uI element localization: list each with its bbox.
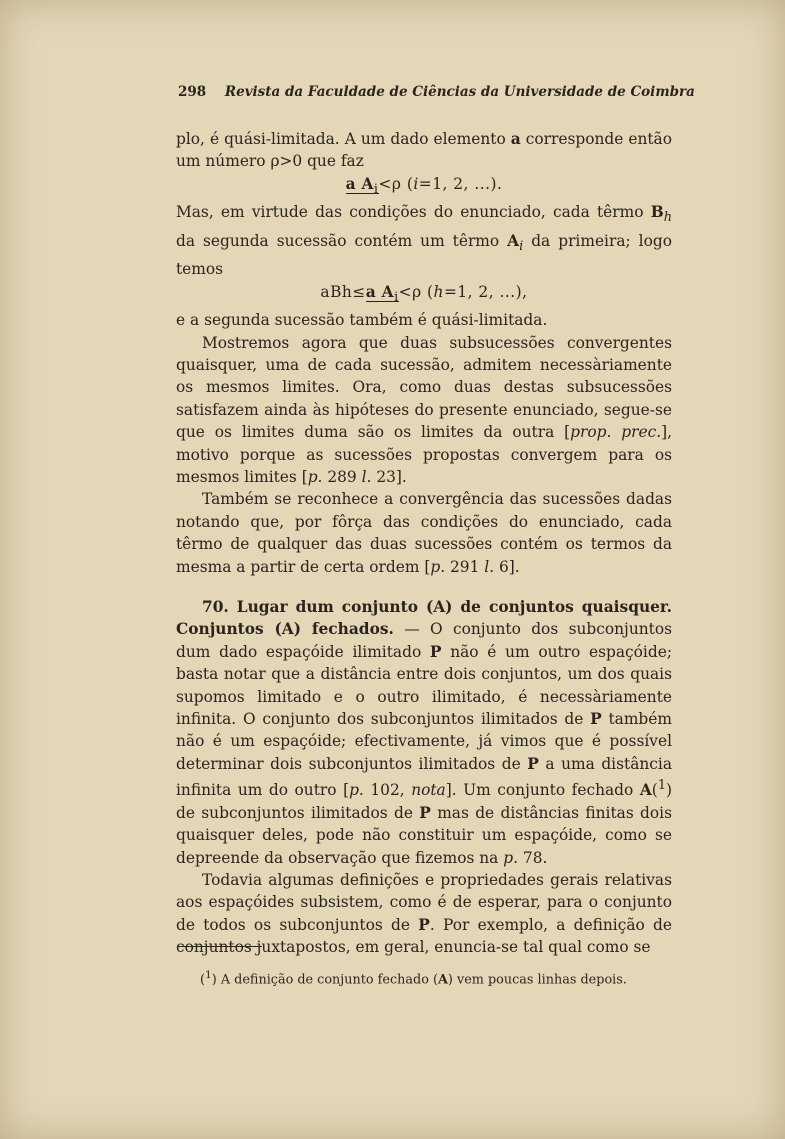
page-body xyxy=(176,128,672,959)
footnote-rule xyxy=(178,946,262,947)
journal-title: Revista da Faculdade de Ciências da Universidade de Coimbra xyxy=(224,84,695,100)
paragraph: Todavia algumas definições e propriedades gerais relativas aos espaçóides subsistem, como é de esperar, para o conjunto de todos os subconjuntos de P. Por exemplo, a definição de conjuntos juxtapostos, em geral, enuncia-se tal qual como se xyxy=(176,871,673,957)
paragraph: e a segunda sucessão também é quási-limitada. xyxy=(176,311,548,330)
paragraph: Mostremos agora que duas subsucessões convergentes quaisquer, uma de cada sucessão, admitem necessàriamente os mesmos limites. Ora, como duas destas subsucessões satisfazem ainda às hipóteses do presente enunciado, segue-se que os limites duma são os limites da outra [prop. prec.], motivo porque as sucessões propostas convergem para os mesmos limites [p. 289 l. 23]. xyxy=(176,333,672,486)
section-gap xyxy=(176,578,672,596)
section-paragraph: 70. Lugar dum conjunto (A) de conjuntos quaisquer. Conjuntos (A) fechados. — O conjunto dos subconjuntos dum dado espaçóide ilimitado P não é um outro espaçóide; basta notar que a distância entre dois conjuntos, um dos quais supomos limitado e o outro ilimitado, é necessàriamente infinita. O conjunto dos subconjuntos ilimitados de P também não é um espaçóide; efectivamente, já vimos que é possível determinar dois subconjuntos ilimitados de P a uma distância infinita um do outro [p. 102, nota]. Um conjunto fechado A($^1$) de subconjuntos ilimitados de P mas de distâncias finitas dois quaisquer deles, pode não constituir um espaçóide, como se depreende da observação que fizemos na p. 78. xyxy=(176,598,673,867)
paragraph: Mas, em virtude das condições do enunciado, cada têrmo $B_h$ da segunda sucessão contém um têrmo $A_i$ da primeira; logo temos xyxy=(176,203,672,279)
formula: aBh≤a $A_i<\rho$ (h=1, 2, ...), xyxy=(320,282,528,305)
footnote: ($^1$) A definição de conjunto fechado (A) vem poucas linhas depois. xyxy=(200,968,627,988)
paragraph: plo, é quási-limitada. A um dado elemento a corresponde então um número ρ>0 que faz xyxy=(176,130,672,171)
running-header xyxy=(178,84,695,100)
page-number: 298 xyxy=(178,84,207,100)
formula: a $A_i<\rho$ (i=1, 2, ...). xyxy=(345,174,503,197)
paragraph: Também se reconhece a convergência das sucessões dadas notando que, por fôrça das condições do enunciado, cada têrmo de qualquer das duas sucessões contém os termos da mesma a partir de certa ordem [p. 291 l. 6]. xyxy=(176,490,672,576)
